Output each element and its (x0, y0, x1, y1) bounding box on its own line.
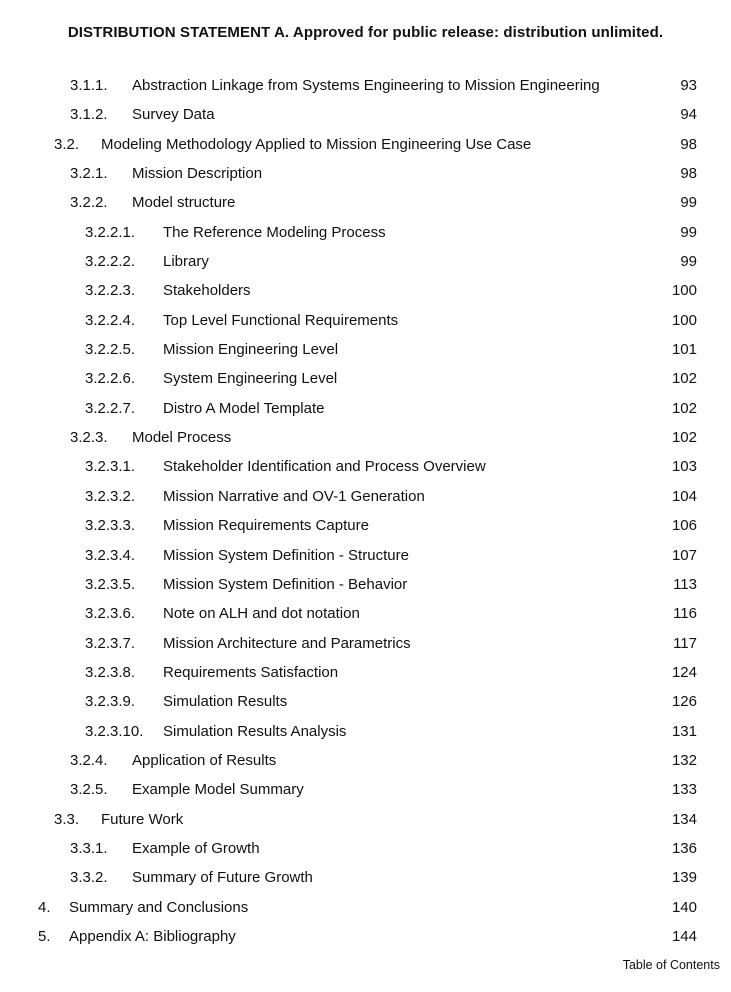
toc-entry[interactable] (0, 863, 731, 892)
toc-entry-number: 3.2.3.8. (85, 663, 136, 681)
toc-entry-title[interactable]: Mission Narrative and OV-1 Generation (163, 487, 425, 505)
toc-entry[interactable] (0, 775, 731, 804)
toc-entry-number: 3.2.3.10. (85, 722, 144, 740)
toc-entry-title[interactable]: Model structure (132, 194, 236, 212)
toc-entry-number: 3.2.3.7. (85, 634, 136, 652)
toc-entry-title[interactable]: Distro A Model Template (163, 399, 325, 417)
toc-entry-page[interactable]: 126 (671, 693, 697, 711)
toc-entry-title[interactable]: Mission Architecture and Parametrics (163, 634, 411, 652)
toc-entry-number: 3.2.3.9. (85, 693, 136, 711)
toc-entry[interactable] (0, 335, 731, 364)
toc-entry-title[interactable]: Future Work (101, 810, 184, 828)
toc-entry-title[interactable]: Example Model Summary (132, 781, 304, 799)
toc-entry-page[interactable]: 99 (680, 223, 697, 241)
toc-entry-number: 3.3.1. (70, 839, 108, 857)
toc-entry[interactable] (0, 805, 731, 834)
toc-entry-page[interactable]: 113 (673, 575, 697, 593)
toc-entry-page[interactable]: 139 (671, 869, 697, 887)
toc-entry[interactable] (0, 922, 731, 951)
toc-entry[interactable] (0, 570, 731, 599)
toc-entry[interactable] (0, 599, 731, 628)
toc-entry-number: 3.1.1. (70, 77, 108, 94)
toc-entry[interactable] (0, 247, 731, 276)
toc-entry-page[interactable]: 98 (680, 165, 697, 183)
toc-entry[interactable] (0, 893, 731, 922)
toc-entry-number: 3.2.3.1. (85, 458, 136, 476)
toc-entry[interactable] (0, 541, 731, 570)
toc-entry[interactable] (0, 188, 731, 217)
toc-entry-number: 3.3. (54, 810, 80, 828)
toc-entry[interactable] (0, 159, 731, 188)
toc-entry-number: 3.2.3.5. (85, 575, 136, 593)
toc-entry-title[interactable]: Mission Description (132, 165, 263, 183)
toc-entry-number: 3.2.3.6. (85, 605, 136, 623)
toc-entry-page[interactable]: 101 (671, 341, 697, 359)
toc-entry-number: 5. (38, 927, 51, 945)
toc-entry-number: 3.1.2. (70, 106, 108, 124)
toc-entry-page[interactable]: 106 (671, 517, 697, 535)
toc-entry-title[interactable]: Summary of Future Growth (132, 869, 313, 887)
toc-entry-page[interactable]: 117 (673, 634, 697, 652)
toc-entry-number: 3.2.2.2. (85, 253, 136, 271)
toc-entry-page[interactable]: 103 (671, 458, 697, 476)
toc-entry-number: 3.2.2.4. (85, 311, 136, 329)
toc-entry[interactable] (0, 423, 731, 452)
toc-entry-title[interactable]: Simulation Results Analysis (163, 722, 347, 740)
toc-entry[interactable] (0, 218, 731, 247)
toc-entry-title[interactable]: Example of Growth (132, 839, 260, 857)
toc-entry-number: 3.2.2.1. (85, 223, 136, 241)
toc-entry-number: 3.2.2. (70, 194, 108, 212)
toc-entry-page[interactable]: 99 (680, 253, 697, 271)
toc-entry[interactable] (0, 629, 731, 658)
toc-entry-number: 3.2.3.2. (85, 487, 136, 505)
toc-entry-title[interactable]: Top Level Functional Requirements (163, 311, 399, 329)
toc-entry-title[interactable]: Mission System Definition - Behavior (163, 575, 408, 593)
table-of-contents (0, 71, 731, 951)
toc-entry-title[interactable]: System Engineering Level (163, 370, 338, 388)
toc-entry[interactable] (0, 452, 731, 481)
toc-entry[interactable] (0, 130, 731, 159)
toc-entry-number: 3.2.2.6. (85, 370, 136, 388)
toc-entry[interactable] (0, 100, 731, 129)
toc-entry-page[interactable]: 136 (671, 839, 697, 857)
toc-entry-number: 3.2.2.7. (85, 399, 136, 417)
toc-entry-page[interactable]: 131 (671, 722, 697, 740)
toc-entry-title[interactable]: Survey Data (132, 106, 215, 124)
toc-entry-page[interactable]: 94 (680, 106, 697, 124)
toc-entry-page[interactable]: 140 (671, 898, 697, 916)
toc-entry-title[interactable]: Library (163, 253, 209, 271)
toc-entry-page[interactable]: 116 (673, 605, 697, 623)
toc-entry-page[interactable]: 100 (671, 282, 697, 300)
toc-entry-title[interactable]: Stakeholders (163, 282, 251, 300)
toc-entry[interactable] (0, 834, 731, 863)
toc-entry[interactable] (0, 394, 731, 423)
toc-entry[interactable] (0, 746, 731, 775)
toc-entry-number: 3.2.3.4. (85, 546, 136, 564)
toc-entry[interactable] (0, 276, 731, 305)
toc-entry-number: 3.3.2. (70, 869, 108, 887)
toc-entry-page[interactable]: 144 (671, 927, 697, 945)
toc-entry-number: 3.2.2.3. (85, 282, 136, 300)
toc-entry-page[interactable]: 93 (680, 77, 697, 94)
toc-entry-page[interactable]: 124 (671, 663, 697, 681)
toc-entry[interactable] (0, 482, 731, 511)
toc-entry-page[interactable]: 104 (671, 487, 697, 505)
toc-entry[interactable] (0, 687, 731, 716)
toc-entry-title[interactable]: The Reference Modeling Process (163, 223, 386, 241)
toc-entry-title[interactable]: Simulation Results (163, 693, 288, 711)
toc-entry[interactable] (0, 717, 731, 746)
toc-entry-title[interactable]: Appendix A: Bibliography (69, 927, 236, 945)
toc-entry-title[interactable]: Requirements Satisfaction (163, 663, 339, 681)
distribution-statement: DISTRIBUTION STATEMENT A. Approved for public release: distribution unlimited. (67, 24, 664, 41)
toc-entry-page[interactable]: 102 (671, 399, 697, 417)
toc-entry[interactable] (0, 364, 731, 393)
toc-entry-page[interactable]: 99 (680, 194, 697, 212)
toc-entry-title[interactable]: Mission Engineering Level (163, 341, 339, 359)
toc-entry-title[interactable]: Abstraction Linkage from Systems Engineering to Mission Engineering (132, 77, 600, 94)
toc-entry-title[interactable]: Modeling Methodology Applied to Mission Engineering Use Case (101, 135, 532, 153)
toc-entry-page[interactable]: 100 (671, 311, 697, 329)
toc-entry-page[interactable]: 102 (671, 429, 697, 447)
toc-entry-number: 3.2.3.3. (85, 517, 136, 535)
toc-entry-page[interactable]: 98 (680, 135, 697, 153)
toc-entry-number: 3.2.3. (70, 429, 108, 447)
toc-entry-title[interactable]: Summary and Conclusions (69, 898, 249, 916)
toc-entry-title[interactable]: Model Process (132, 429, 232, 447)
toc-entry-title[interactable]: Note on ALH and dot notation (163, 605, 360, 623)
toc-entry-number: 4. (38, 898, 51, 916)
toc-entry-page[interactable]: 132 (671, 751, 697, 769)
footer-label: Table of Contents (622, 958, 720, 972)
toc-entry-number: 3.2.2.5. (85, 341, 136, 359)
toc-entry-number: 3.2. (54, 135, 80, 153)
toc-entry-title[interactable]: Application of Results (132, 751, 277, 769)
toc-entry-title[interactable]: Mission System Definition - Structure (163, 546, 409, 564)
toc-entry-page[interactable]: 133 (671, 781, 697, 799)
toc-entry-title[interactable]: Mission Requirements Capture (163, 517, 369, 535)
toc-entry-page[interactable]: 107 (671, 546, 697, 564)
toc-entry[interactable] (0, 71, 731, 100)
toc-entry[interactable] (0, 306, 731, 335)
toc-entry-page[interactable]: 102 (671, 370, 697, 388)
toc-entry[interactable] (0, 658, 731, 687)
toc-entry[interactable] (0, 511, 731, 540)
toc-entry-title[interactable]: Stakeholder Identification and Process Overview (163, 458, 486, 476)
toc-entry-page[interactable]: 134 (671, 810, 697, 828)
toc-entry-number: 3.2.1. (70, 165, 108, 183)
toc-entry-number: 3.2.5. (70, 781, 108, 799)
toc-entry-number: 3.2.4. (70, 751, 108, 769)
